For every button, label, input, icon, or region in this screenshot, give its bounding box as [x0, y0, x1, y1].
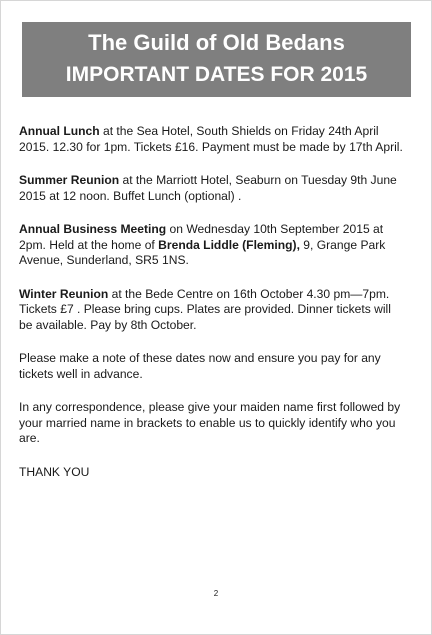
event-details: on Wednesday 10th September 2015 at 2pm. Held at the home of — [19, 222, 384, 252]
event-title: Annual Business Meeting — [19, 222, 167, 236]
guild-title: The Guild of Old Bedans — [88, 30, 345, 55]
event-winter-reunion — [19, 287, 404, 334]
event-title: Winter Reunion — [19, 286, 109, 301]
page-number: 2 — [213, 589, 219, 598]
event-annual-lunch — [19, 124, 404, 155]
event-title: Summer Reunion — [19, 173, 120, 187]
thank-you: THANK YOU — [19, 464, 90, 479]
host-name: Brenda Liddle (Fleming), — [158, 237, 300, 252]
event-details: at the Bede Centre on 16th October 4.30 pm—7pm. Tickets £7 . Please bring cups. Plates are provided. Dinner tickets will be available. Pay by 8th October. — [19, 286, 391, 332]
content-body — [19, 124, 404, 498]
title-banner — [22, 22, 411, 97]
event-details: at the Marriott Hotel, Seaburn on Tuesday 9th June 2015 at 12 noon. Buffet Lunch (optional) . — [19, 173, 397, 203]
dates-heading: IMPORTANT DATES FOR 2015 — [65, 63, 368, 86]
event-annual-business-meeting — [19, 222, 404, 269]
event-summer-reunion — [19, 173, 404, 204]
note-correspondence: In any correspondence, please give your maiden name first followed by your married name in brackets to enable us to quickly identify who you are. — [19, 400, 401, 445]
event-details: at the Sea Hotel, South Shields on Friday 24th April 2015. 12.30 for 1pm. Tickets £16. Payment must be made by 17th April. — [19, 124, 403, 154]
event-title: Annual Lunch — [19, 124, 100, 138]
note-dates: Please make a note of these dates now and ensure you pay for any tickets well in advance. — [19, 351, 381, 381]
event-address: 9, Grange Park Avenue, Sunderland, SR5 1NS. — [19, 237, 386, 267]
